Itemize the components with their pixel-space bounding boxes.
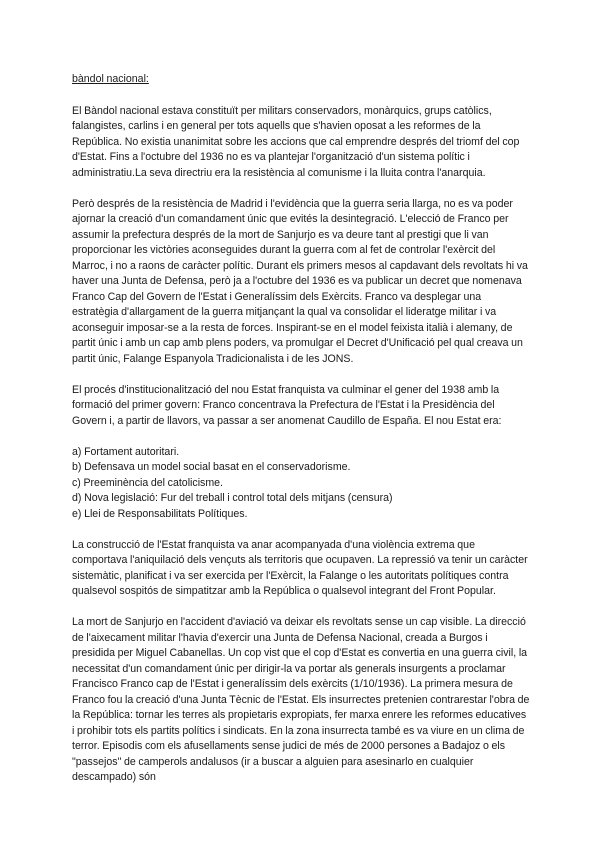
paragraph-repression: La construcció de l'Estat franquista va anar acompanyada d'una violència extrema que comportava l'aniquilació dels vençuts als territoris que ocupaven. La repressió va tenir un caràcter sistemàtic, planificat i va ser exercida per l'Exèrcit, la Falange o les autoritats polítiques contra qualsevol sospitós de simpatitzar amb la República o qualsevol integrant del Front Popular. — [72, 538, 528, 597]
section-heading: bàndol nacional: — [72, 73, 149, 85]
paragraph-intro: El Bàndol nacional estava constituït per militars conservadors, monàrquics, grups catòlics, falangistes, carlins i en general per tots aquells que s'havien oposat a les reformes de la República. No existia unanimitat sobre les accions que cal emprendre després del triomf del cop d'Estat. Fins a l'octubre del 1936 no es va plantejar l'organització d'un sistema polític i administratiu.La seva directriu era la resistència al comunisme i la lluita contra l'anarquia. — [72, 104, 520, 179]
list-item: c) Preeminència del catolicisme. — [72, 476, 224, 489]
paragraph-institutionalization: El procés d'institucionalització del nou Estat franquista va culminar el gener del 1938 amb la formació del primer govern: Franco concentrava la Prefectura de l'Estat i la Presidència del Govern i, a partir de llavors, va passar a ser anomenat Caudillo de España. El nou Estat era: — [72, 383, 502, 427]
state-characteristics-list — [72, 445, 530, 523]
paragraph-franco-leadership: Però després de la resistència de Madrid i l'evidència que la guerra seria llarga, no es va poder ajornar la creació d'un comandament únic que evités la desintegració. L'elecció de Franco per assumir la prefectura després de la mort de Sanjurjo es va deure tant al prestigi que li van proporcionar les victòries aconseguides durant la guerra com al fet de controlar l'exèrcit del Marroc, i no a raons de caràcter polític. Durant els primers mesos al capdavant dels revoltats hi va haver una Junta de Defensa, però ja a l'octubre del 1936 es va publicar un decret que nomenava Franco Cap del Govern de l'Estat i Generalíssim dels Exèrcits. Franco va desplegar una estratègia d'allargament de la guerra mitjançant la qual va consolidar el lideratge militar i va aconseguir imposar-se a la resta de forces. Inspirant-se en el model feixista italià i alemany, de partit únic i amb un cap amb plens poders, va promulgar el Decret d'Unificació pel qual creava un partit únic, Falange Espanyola Tradicionalista i de les JONS. — [72, 197, 528, 365]
document-page — [72, 72, 530, 801]
paragraph-sanjurjo-death: La mort de Sanjurjo en l'accident d'aviació va deixar els revoltats sense un cap visible. La direcció de l'aixecament militar l'havia d'exercir una Junta de Defensa Nacional, creada a Burgos i presidida per Miguel Cabanellas. Un cop vist que el cop d'Estat es convertia en una guerra civil, la necessitat d'un comandament únic per dirigir-la va portar als generals insurgents a proclamar Francisco Franco cap de l'Estat i generalíssim dels exèrcits (1/10/1936). La primera mesura de Franco fou la creació d'una Junta Tècnic de l'Estat. Els insurrectes pretenien contrarestar l'obra de la República: tornar les terres als propietaris expropiats, fer marxa enrere les reformes educatives i prohibir tots els partits polítics i sindicats. En la zona insurrecta també es va viure en un clima de terror. Episodis com els afusellaments sense judici de més de 2000 persones a Badajoz o els "passejos" de camperols andalusos (ir a buscar a alguien para asesinarlo en cualquier descampado) són — [72, 616, 530, 783]
list-item: a) Fortament autoritari. — [72, 445, 180, 458]
list-item: e) Llei de Responsabilitats Polítiques. — [72, 507, 248, 520]
list-item: d) Nova legislació: Fur del treball i control total dels mitjans (censura) — [72, 492, 393, 504]
list-item: b) Defensava un model social basat en el conservadorisme. — [72, 461, 351, 473]
